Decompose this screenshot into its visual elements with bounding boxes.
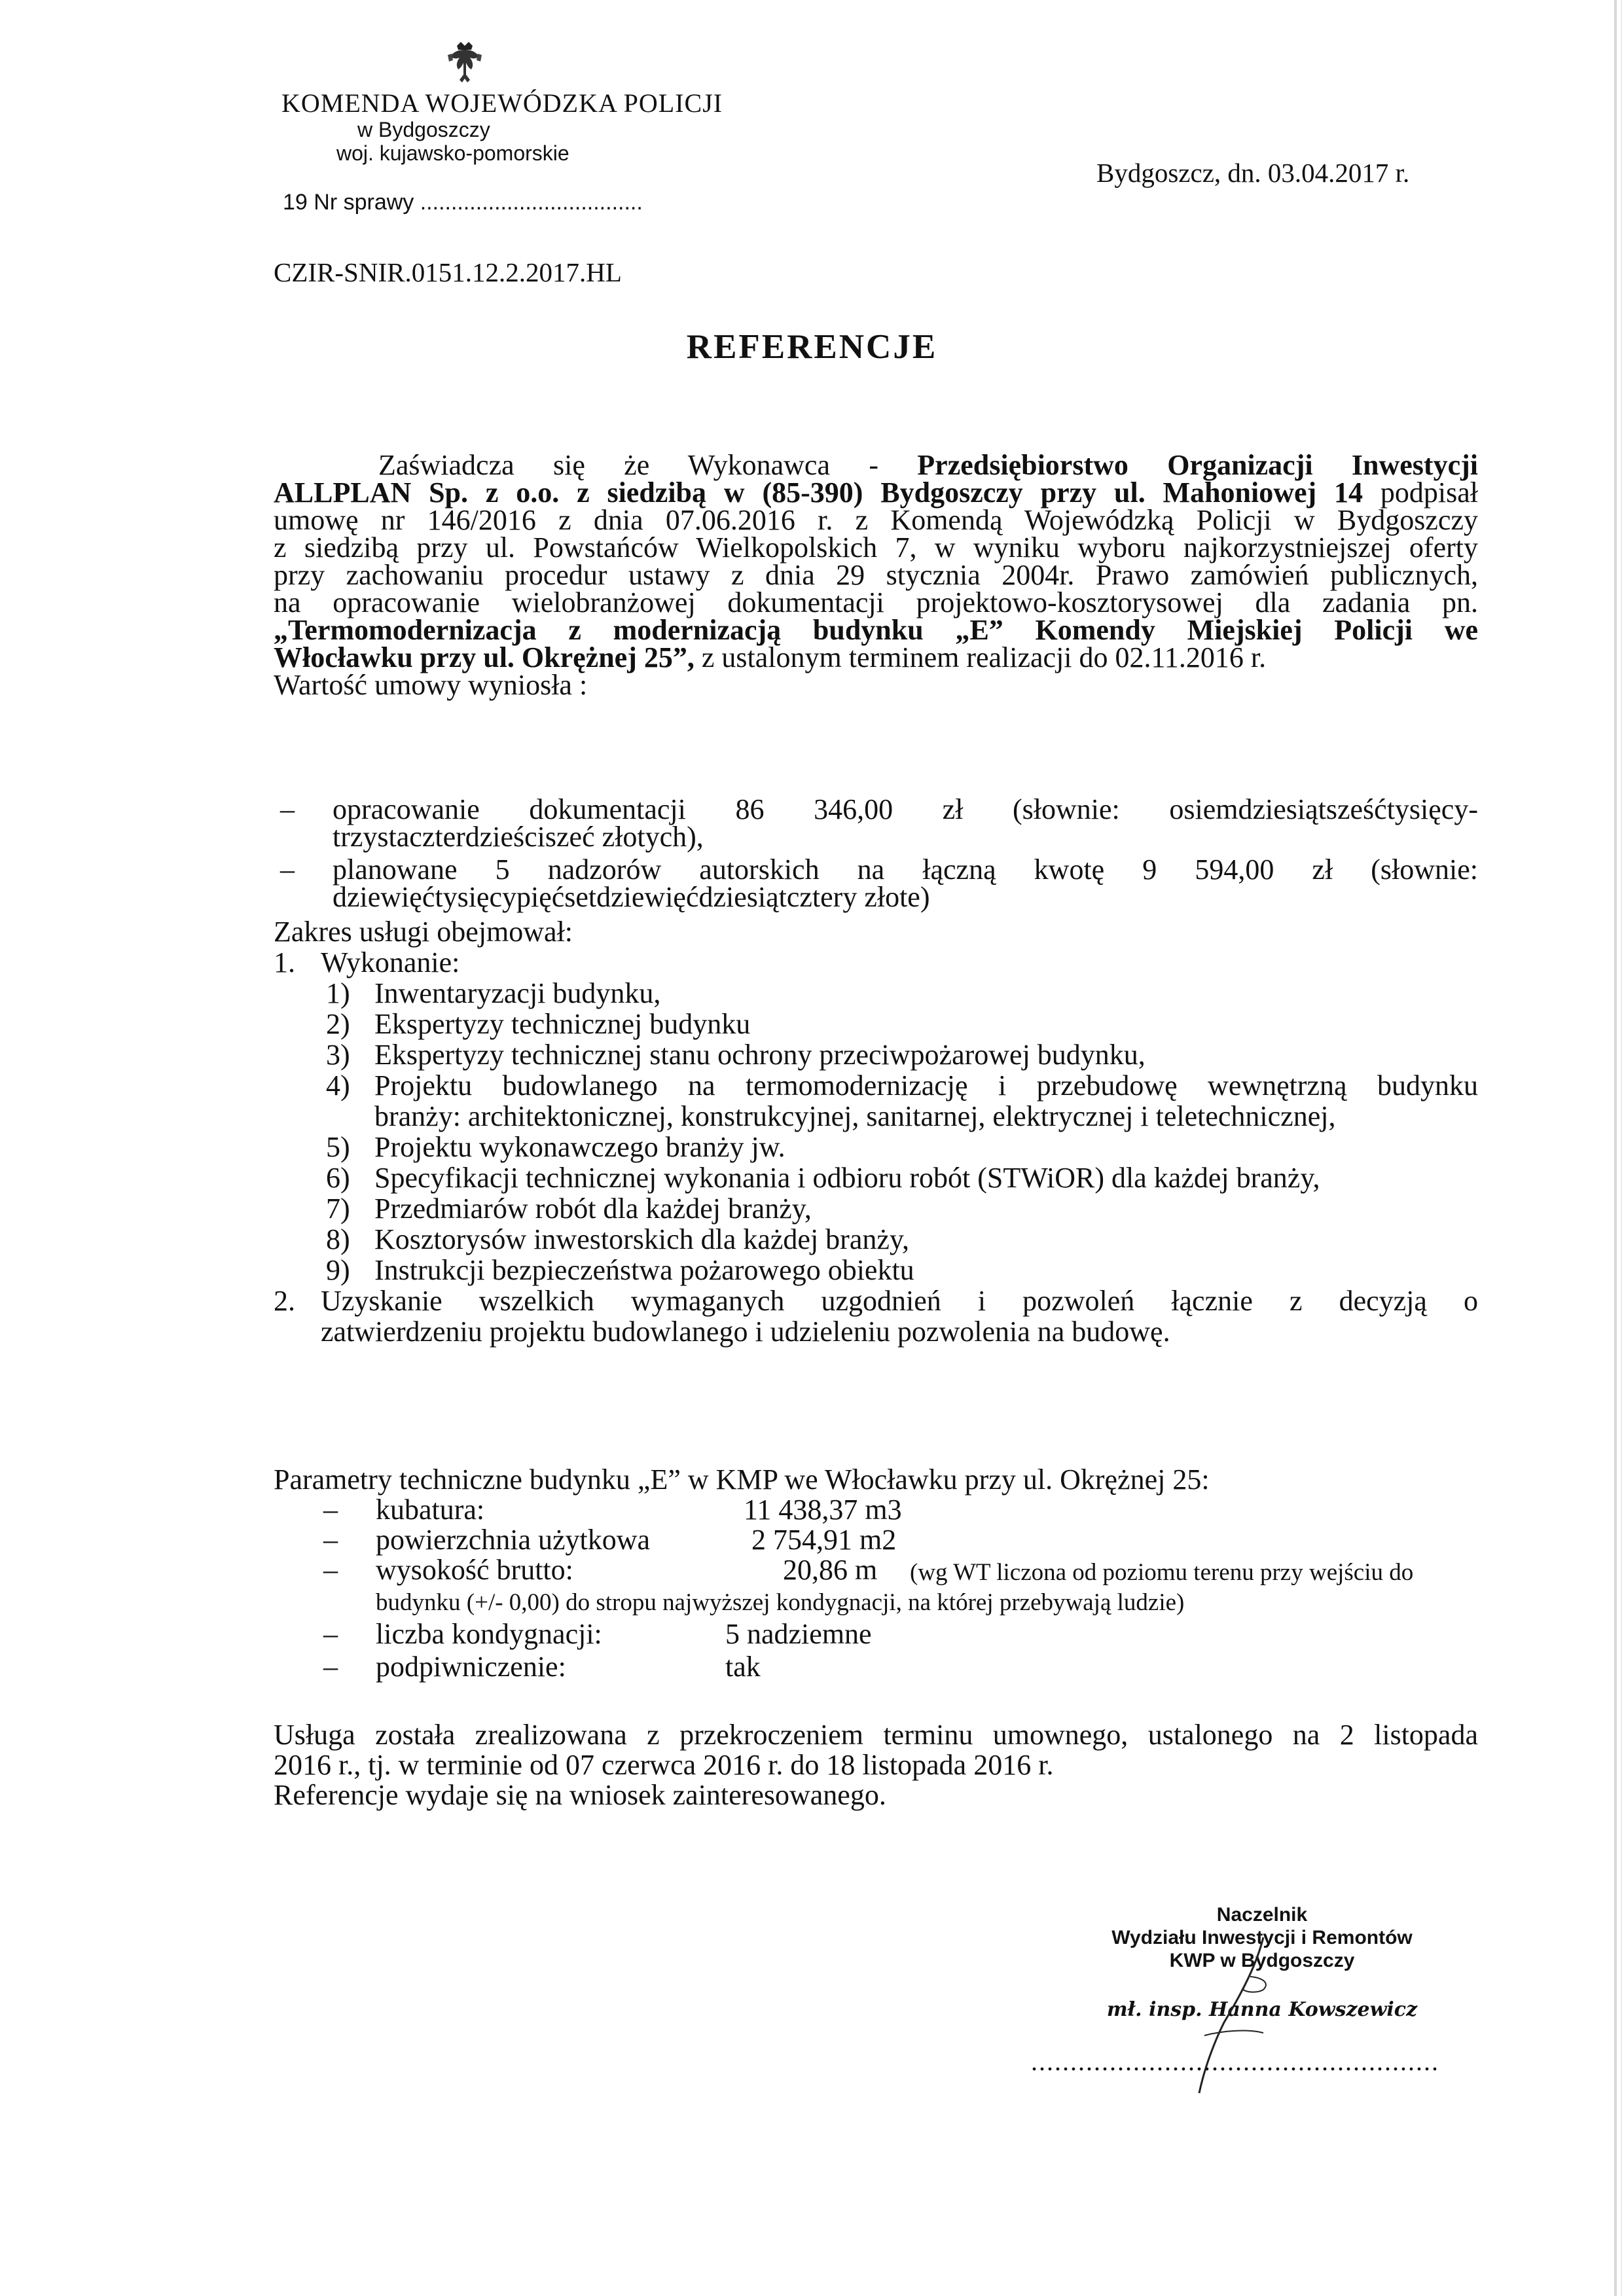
list-text: Projektu wykonawczego branży jw. xyxy=(374,1131,785,1163)
closing-line: Usługa została zrealizowana z przekroczeniem terminu umownego, ustalonego na 2 listopada xyxy=(274,1719,1478,1751)
list-item xyxy=(274,793,1478,853)
task-name-end: Włocławku przy ul. Okrężnej 25”, xyxy=(274,641,695,673)
stamp-line-2: w Bydgoszczy xyxy=(357,118,490,141)
company-name-part-2: ALLPLAN Sp. z o.o. z siedzibą w (85-390) Bydgoszczy przy ul. Mahoniowej 14 xyxy=(274,476,1363,509)
parameter-value: 5 nadziemne xyxy=(725,1618,872,1650)
list-number: 1. xyxy=(274,946,295,978)
intro-line-1 xyxy=(274,449,1478,481)
parameter-label: powierzchnia użytkowa xyxy=(376,1524,651,1556)
list-item xyxy=(274,1224,1478,1255)
dash-bullet: – xyxy=(280,793,295,825)
list-number: 3) xyxy=(326,1039,350,1071)
intro-text: z ustalonym terminem realizacji do 02.11.2016 r. xyxy=(694,641,1267,673)
list-item xyxy=(274,978,1478,1009)
technical-parameters xyxy=(274,1465,1478,1685)
intro-line-3: umowę nr 146/2016 z dnia 07.06.2016 r. z Komendą Wojewódzką Policji w Bydgoszczy xyxy=(274,504,1478,536)
parameter-row xyxy=(274,1555,1478,1615)
list-number: 9) xyxy=(326,1254,350,1286)
list-number: 8) xyxy=(326,1223,350,1255)
company-name-part-1: Przedsiębiorstwo Organizacji Inwestycji xyxy=(917,449,1478,481)
parameter-note: budynku (+/- 0,00) do stropu najwyższej kondygnacji, na której przebywają ludzie) xyxy=(376,1589,1185,1616)
signatory-department: Wydziału Inwestycji i Remontów xyxy=(1111,1927,1413,1948)
intro-line-7: „Termomodernizacja z modernizacją budynku „E” Komendy Miejskiej Policji we xyxy=(274,614,1478,646)
list-number: 5) xyxy=(326,1131,350,1163)
list-item xyxy=(274,1039,1478,1070)
scope-heading: Zakres usługi obejmował: xyxy=(274,916,573,948)
dash-bullet: – xyxy=(323,1618,338,1650)
parameter-label: wysokość brutto: xyxy=(376,1554,573,1586)
list-number: 6) xyxy=(326,1162,350,1194)
parameter-row xyxy=(274,1525,1478,1555)
signature-line: .................................................... xyxy=(1031,2047,1439,2076)
list-text: Ekspertyzy technicznej budynku xyxy=(374,1008,751,1040)
parameter-value: 11 438,37 m3 xyxy=(744,1494,902,1526)
list-item xyxy=(274,853,1478,913)
list-text: Ekspertyzy technicznej stanu ochrony przeciwpożarowej budynku, xyxy=(374,1039,1146,1071)
list-text: Przedmiarów robót dla każdej branży, xyxy=(374,1193,812,1225)
document-title: REFERENCJE xyxy=(686,328,938,366)
dash-bullet: – xyxy=(280,853,295,886)
list-number: 4) xyxy=(326,1069,350,1102)
intro-line-4: z siedzibą przy ul. Powstańców Wielkopolskich 7, w wyniku wyboru najkorzystniejszej oferty xyxy=(274,531,1478,564)
list-item xyxy=(274,1193,1478,1224)
place-date: Bydgoszcz, dn. 03.04.2017 r. xyxy=(1096,158,1410,188)
list-number: 7) xyxy=(326,1193,350,1225)
list-text: Projektu budowlanego na termomodernizację i przebudowę wewnętrzną budynku xyxy=(374,1069,1478,1102)
parameter-label: liczba kondygnacji: xyxy=(376,1618,602,1650)
intro-line-8 xyxy=(274,641,1478,673)
parameter-label: kubatura: xyxy=(376,1494,485,1526)
list-text: Inwentaryzacji budynku, xyxy=(374,977,661,1009)
list-item xyxy=(274,947,1478,978)
contract-value-list xyxy=(274,793,1478,913)
value-item-line: opracowanie dokumentacji 86 346,00 zł (słownie: osiemdziesiątsześćtysięcy- xyxy=(333,793,1478,825)
list-item xyxy=(274,1285,1478,1347)
dash-bullet: – xyxy=(323,1524,338,1556)
list-number: 2) xyxy=(326,1008,350,1040)
intro-line-6: na opracowanie wielobranżowej dokumentacji projektowo-kosztorysowej dla zadania pn. xyxy=(274,586,1478,619)
reference-number: CZIR-SNIR.0151.12.2.2017.HL xyxy=(274,257,622,287)
parameter-value: 20,86 m xyxy=(783,1554,878,1586)
list-item xyxy=(274,1255,1478,1285)
case-number-field: 19 Nr sprawy .................................... xyxy=(283,190,643,215)
parameter-value: 2 754,91 m2 xyxy=(751,1524,897,1556)
intro-line-5: przy zachowaniu procedur ustawy z dnia 29 stycznia 2004r. Prawo zamówień publicznych, xyxy=(274,559,1478,591)
list-item xyxy=(274,1162,1478,1193)
value-item-line: trzystaczterdzieściszeć złotych), xyxy=(333,821,704,853)
contract-value-heading: Wartość umowy wyniosła : xyxy=(274,669,588,701)
list-text: Specyfikacji technicznej wykonania i odbioru robót (STWiOR) dla każdej branży, xyxy=(374,1162,1320,1194)
scope-section xyxy=(274,916,1478,1347)
value-item-line: dziewięćtysięcypięćsetdziewięćdziesiątcztery złote) xyxy=(333,881,930,913)
list-number: 2. xyxy=(274,1285,295,1317)
closing-line: 2016 r., tj. w terminie od 07 czerwca 2016 r. do 18 listopada 2016 r. xyxy=(274,1749,1054,1781)
list-text: Uzyskanie wszelkich wymaganych uzgodnień i pozwoleń łącznie z decyzją o xyxy=(321,1285,1478,1317)
intro-line-2 xyxy=(274,476,1478,509)
intro-text: podpisał xyxy=(1363,476,1478,509)
stamp-line-3: woj. kujawsko-pomorskie xyxy=(336,141,569,165)
value-item-line: planowane 5 nadzorów autorskich na łączną kwotę 9 594,00 zł (słownie: xyxy=(333,853,1478,886)
parameter-note: (wg WT liczona od poziomu terenu przy wejściu do xyxy=(910,1559,1414,1586)
polish-eagle-emblem-icon xyxy=(445,39,484,86)
intro-text: Zaświadcza się że Wykonawca - xyxy=(378,449,918,481)
stamp-line-1: KOMENDA WOJEWÓDZKA POLICJI xyxy=(281,88,723,118)
signatory-unit: KWP w Bydgoszczy xyxy=(1169,1950,1355,1971)
signatory-title: Naczelnik xyxy=(1216,1904,1308,1926)
dash-bullet: – xyxy=(323,1651,338,1683)
closing-paragraph xyxy=(274,1720,1478,1810)
closing-line: Referencje wydaje się na wniosek zainteresowanego. xyxy=(274,1779,886,1811)
parameter-value: tak xyxy=(725,1651,761,1683)
list-item xyxy=(274,1132,1478,1162)
parameter-row xyxy=(274,1619,1478,1652)
dash-bullet: – xyxy=(323,1554,338,1586)
signatory-name: mł. insp. Hanna Kowszewicz xyxy=(1106,1998,1418,2021)
list-text: zatwierdzeniu projektu budowlanego i udzieleniu pozwolenia na budowę. xyxy=(321,1316,1170,1348)
list-text: Instrukcji bezpieczeństwa pożarowego obiektu xyxy=(374,1254,914,1286)
list-number: 1) xyxy=(326,977,350,1009)
list-text: Kosztorysów inwestorskich dla każdej branży, xyxy=(374,1223,910,1255)
parameter-label: podpiwniczenie: xyxy=(376,1651,566,1683)
dash-bullet: – xyxy=(323,1494,338,1526)
parameter-row xyxy=(274,1495,1478,1525)
list-text: Wykonanie: xyxy=(321,946,460,978)
list-item xyxy=(274,1070,1478,1132)
parameter-row xyxy=(274,1652,1478,1685)
intro-paragraph xyxy=(274,449,1478,701)
list-item xyxy=(274,1009,1478,1039)
list-text: branży: architektonicznej, konstrukcyjnej, sanitarnej, elektrycznej i teletechnicznej, xyxy=(374,1100,1336,1132)
parameters-heading: Parametry techniczne budynku „E” w KMP we Włocławku przy ul. Okrężnej 25: xyxy=(274,1463,1210,1496)
